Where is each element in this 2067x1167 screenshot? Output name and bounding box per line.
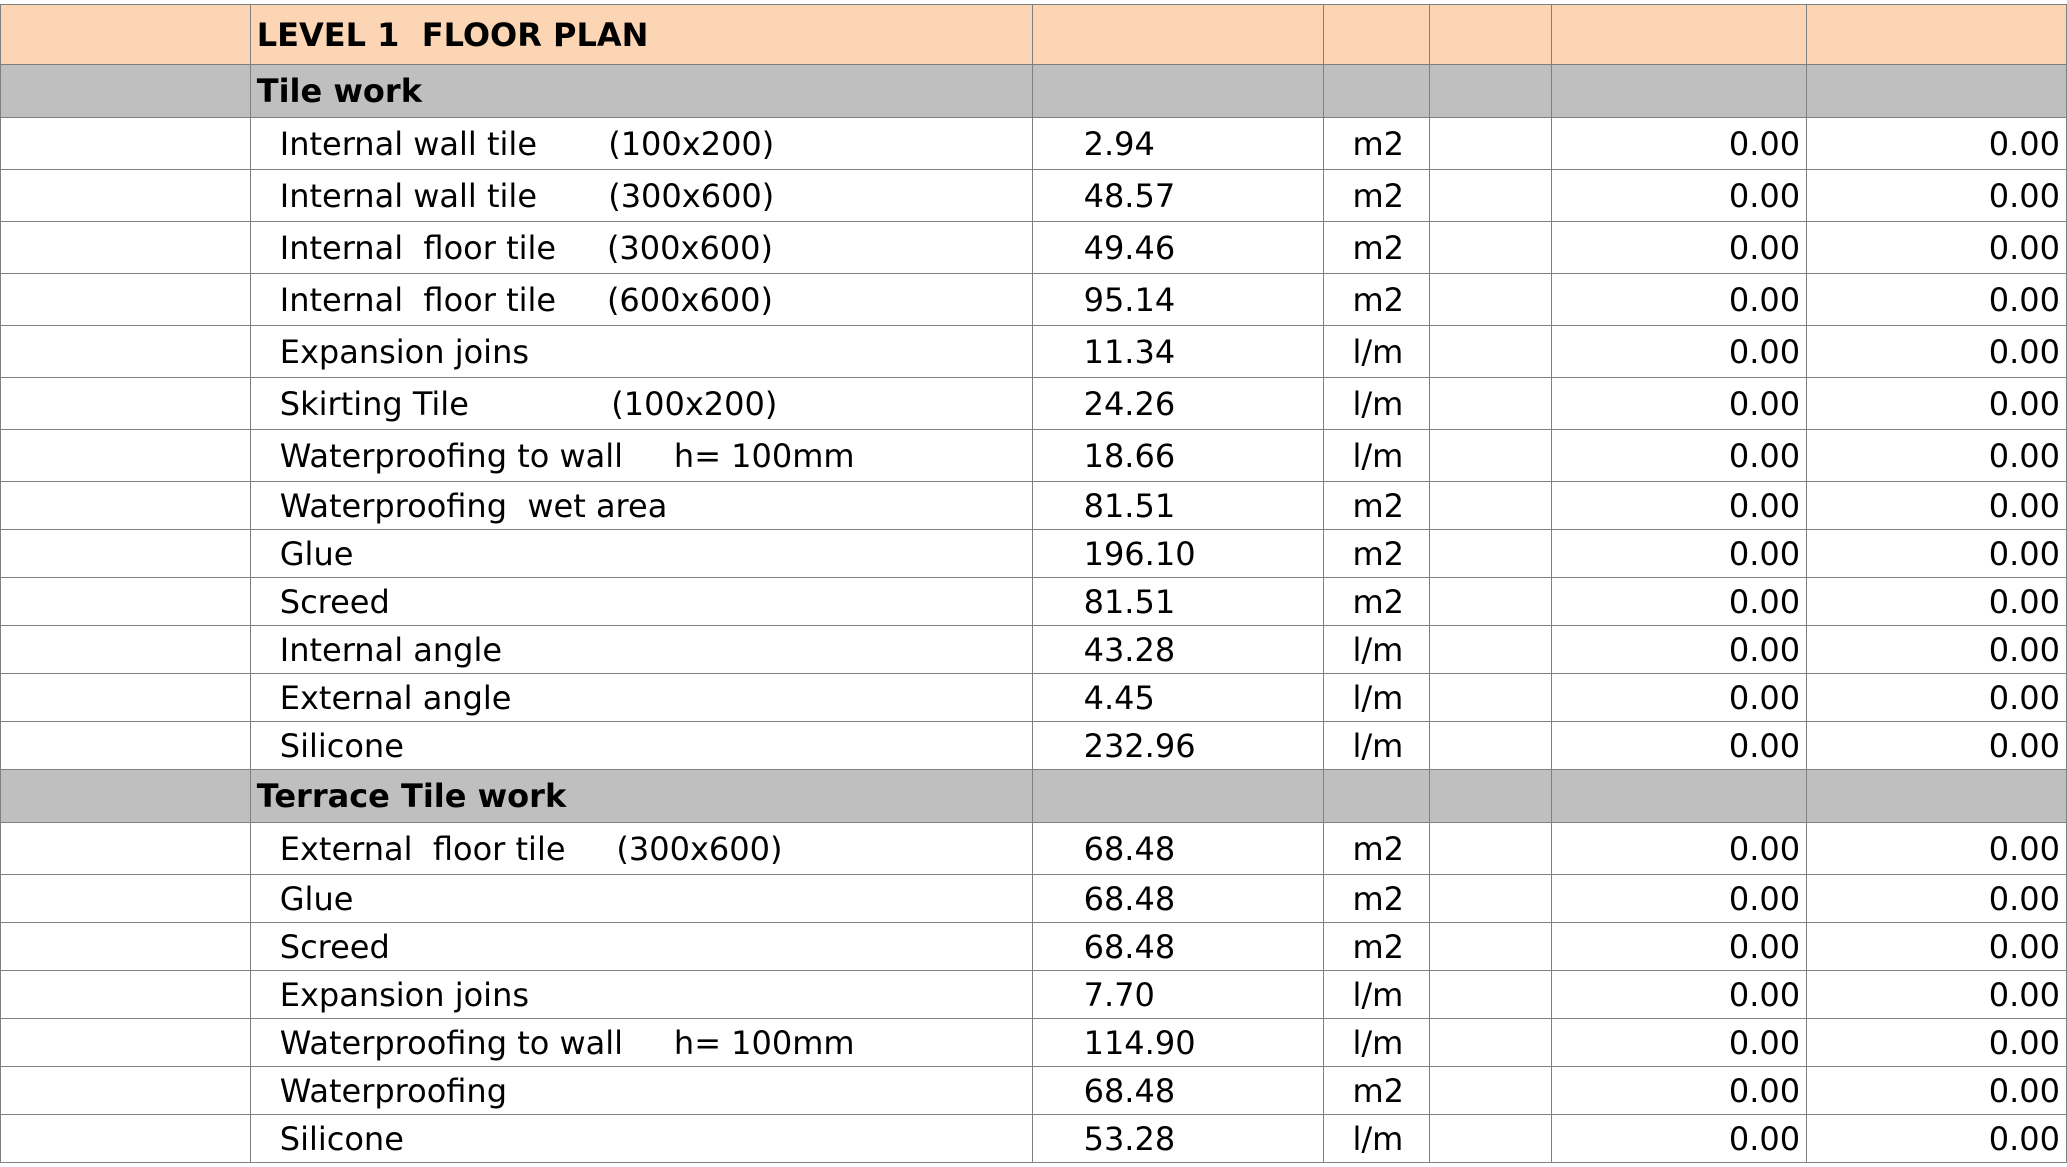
table-row: [1, 722, 2067, 770]
item-unit[interactable]: m2: [1324, 923, 1430, 971]
item-description[interactable]: Waterproofing wet area: [250, 482, 1032, 530]
item-quantity[interactable]: 68.48: [1032, 823, 1324, 875]
item-unit[interactable]: m2: [1324, 823, 1430, 875]
cell[interactable]: [1807, 65, 2067, 118]
item-description[interactable]: Internal floor tile (300x600): [250, 222, 1032, 274]
item-amount[interactable]: 0.00: [1807, 530, 2067, 578]
cell[interactable]: [1430, 1115, 1552, 1163]
cell[interactable]: [1430, 378, 1552, 430]
table-row: [1, 971, 2067, 1019]
item-quantity[interactable]: 81.51: [1032, 482, 1324, 530]
cell[interactable]: [1, 5, 251, 65]
item-rate[interactable]: 0.00: [1552, 430, 1807, 482]
item-amount[interactable]: 0.00: [1807, 626, 2067, 674]
cell[interactable]: [1, 1067, 251, 1115]
cell[interactable]: [1, 222, 251, 274]
item-unit[interactable]: m2: [1324, 118, 1430, 170]
cell[interactable]: [1032, 5, 1324, 65]
cell[interactable]: [1, 674, 251, 722]
item-rate[interactable]: 0.00: [1552, 378, 1807, 430]
item-description[interactable]: Screed: [250, 578, 1032, 626]
item-description[interactable]: Glue: [250, 875, 1032, 923]
table-row: [1, 530, 2067, 578]
item-quantity[interactable]: 81.51: [1032, 578, 1324, 626]
item-amount[interactable]: 0.00: [1807, 1067, 2067, 1115]
item-quantity[interactable]: 68.48: [1032, 875, 1324, 923]
item-description[interactable]: Expansion joins: [250, 971, 1032, 1019]
cell[interactable]: [1, 722, 251, 770]
level-title[interactable]: LEVEL 1 FLOOR PLAN: [250, 5, 1032, 65]
table-row: [1, 578, 2067, 626]
item-rate[interactable]: 0.00: [1552, 118, 1807, 170]
item-amount[interactable]: 0.00: [1807, 823, 2067, 875]
section-title[interactable]: Tile work: [250, 65, 1032, 118]
item-unit[interactable]: m2: [1324, 578, 1430, 626]
table-row: [1, 170, 2067, 222]
item-rate[interactable]: 0.00: [1552, 482, 1807, 530]
item-amount[interactable]: 0.00: [1807, 118, 2067, 170]
table-row: [1, 626, 2067, 674]
item-description[interactable]: Waterproofing: [250, 1067, 1032, 1115]
item-description[interactable]: External angle: [250, 674, 1032, 722]
item-amount[interactable]: 0.00: [1807, 430, 2067, 482]
item-description[interactable]: Internal angle: [250, 626, 1032, 674]
cell[interactable]: [1, 971, 251, 1019]
cell[interactable]: [1430, 5, 1552, 65]
item-description[interactable]: Screed: [250, 923, 1032, 971]
item-unit[interactable]: l/m: [1324, 674, 1430, 722]
item-description[interactable]: Glue: [250, 530, 1032, 578]
table-row: [1, 1067, 2067, 1115]
item-unit[interactable]: l/m: [1324, 1115, 1430, 1163]
item-unit[interactable]: l/m: [1324, 326, 1430, 378]
item-rate[interactable]: 0.00: [1552, 722, 1807, 770]
item-quantity[interactable]: 196.10: [1032, 530, 1324, 578]
item-amount[interactable]: 0.00: [1807, 875, 2067, 923]
item-amount[interactable]: 0.00: [1807, 170, 2067, 222]
item-unit[interactable]: l/m: [1324, 626, 1430, 674]
cell[interactable]: [1430, 823, 1552, 875]
cell[interactable]: [1, 770, 251, 823]
cell[interactable]: [1, 1019, 251, 1067]
cell[interactable]: [1, 326, 251, 378]
item-rate[interactable]: 0.00: [1552, 823, 1807, 875]
cell[interactable]: [1552, 770, 1807, 823]
cell[interactable]: [1430, 274, 1552, 326]
item-rate[interactable]: 0.00: [1552, 1019, 1807, 1067]
table-row: [1, 1115, 2067, 1163]
item-rate[interactable]: 0.00: [1552, 1067, 1807, 1115]
item-rate[interactable]: 0.00: [1552, 626, 1807, 674]
cell[interactable]: [1552, 5, 1807, 65]
item-amount[interactable]: 0.00: [1807, 971, 2067, 1019]
cell[interactable]: [1807, 5, 2067, 65]
cell[interactable]: [1, 430, 251, 482]
item-description[interactable]: Silicone: [250, 1115, 1032, 1163]
item-unit[interactable]: l/m: [1324, 1019, 1430, 1067]
cell[interactable]: [1, 378, 251, 430]
item-amount[interactable]: 0.00: [1807, 1019, 2067, 1067]
item-unit[interactable]: m2: [1324, 1067, 1430, 1115]
item-unit[interactable]: m2: [1324, 170, 1430, 222]
table-row: [1, 222, 2067, 274]
item-rate[interactable]: 0.00: [1552, 222, 1807, 274]
cell[interactable]: [1324, 5, 1430, 65]
item-quantity[interactable]: 43.28: [1032, 626, 1324, 674]
item-amount[interactable]: 0.00: [1807, 482, 2067, 530]
cell[interactable]: [1552, 65, 1807, 118]
item-quantity[interactable]: 49.46: [1032, 222, 1324, 274]
cell[interactable]: [1, 274, 251, 326]
cell[interactable]: [1, 875, 251, 923]
item-amount[interactable]: 0.00: [1807, 378, 2067, 430]
section-header-row: [1, 770, 2067, 823]
table-row: [1, 378, 2067, 430]
item-rate[interactable]: 0.00: [1552, 1115, 1807, 1163]
item-amount[interactable]: 0.00: [1807, 923, 2067, 971]
cell[interactable]: [1430, 222, 1552, 274]
cell[interactable]: [1430, 1067, 1552, 1115]
level-header-row: [1, 5, 2067, 65]
table-row: [1, 674, 2067, 722]
item-description[interactable]: Waterproofing to wall h= 100mm: [250, 1019, 1032, 1067]
item-quantity[interactable]: 53.28: [1032, 1115, 1324, 1163]
cell[interactable]: [1, 530, 251, 578]
item-amount[interactable]: 0.00: [1807, 674, 2067, 722]
item-description[interactable]: Internal wall tile (300x600): [250, 170, 1032, 222]
table-row: [1, 118, 2067, 170]
item-description[interactable]: Waterproofing to wall h= 100mm: [250, 430, 1032, 482]
cell[interactable]: [1032, 770, 1324, 823]
cell[interactable]: [1, 578, 251, 626]
item-quantity[interactable]: 18.66: [1032, 430, 1324, 482]
table-row: [1, 823, 2067, 875]
item-amount[interactable]: 0.00: [1807, 274, 2067, 326]
item-unit[interactable]: l/m: [1324, 971, 1430, 1019]
item-unit[interactable]: l/m: [1324, 378, 1430, 430]
cell[interactable]: [1430, 530, 1552, 578]
item-quantity[interactable]: 24.26: [1032, 378, 1324, 430]
item-description[interactable]: Internal wall tile (100x200): [250, 118, 1032, 170]
item-quantity[interactable]: 4.45: [1032, 674, 1324, 722]
item-quantity[interactable]: 7.70: [1032, 971, 1324, 1019]
cell[interactable]: [1430, 170, 1552, 222]
item-rate[interactable]: 0.00: [1552, 274, 1807, 326]
cell[interactable]: [1, 923, 251, 971]
item-unit[interactable]: m2: [1324, 530, 1430, 578]
item-rate[interactable]: 0.00: [1552, 170, 1807, 222]
table-row: [1, 274, 2067, 326]
table-row: [1, 875, 2067, 923]
section-title[interactable]: Terrace Tile work: [250, 770, 1032, 823]
item-amount[interactable]: 0.00: [1807, 326, 2067, 378]
cell[interactable]: [1430, 674, 1552, 722]
item-amount[interactable]: 0.00: [1807, 1115, 2067, 1163]
spreadsheet-body: [1, 5, 2067, 1163]
table-row: [1, 326, 2067, 378]
item-rate[interactable]: 0.00: [1552, 578, 1807, 626]
cell[interactable]: [1, 1115, 251, 1163]
item-description[interactable]: Internal floor tile (600x600): [250, 274, 1032, 326]
item-quantity[interactable]: 48.57: [1032, 170, 1324, 222]
cell[interactable]: [1430, 923, 1552, 971]
item-quantity[interactable]: 11.34: [1032, 326, 1324, 378]
cell[interactable]: [1, 170, 251, 222]
item-rate[interactable]: 0.00: [1552, 326, 1807, 378]
cell[interactable]: [1430, 65, 1552, 118]
table-row: [1, 1019, 2067, 1067]
item-amount[interactable]: 0.00: [1807, 578, 2067, 626]
item-description[interactable]: External floor tile (300x600): [250, 823, 1032, 875]
item-quantity[interactable]: 2.94: [1032, 118, 1324, 170]
table-row: [1, 482, 2067, 530]
item-rate[interactable]: 0.00: [1552, 923, 1807, 971]
item-rate[interactable]: 0.00: [1552, 971, 1807, 1019]
item-quantity[interactable]: 68.48: [1032, 1067, 1324, 1115]
cell[interactable]: [1807, 770, 2067, 823]
item-quantity[interactable]: 95.14: [1032, 274, 1324, 326]
item-unit[interactable]: m2: [1324, 875, 1430, 923]
item-unit[interactable]: l/m: [1324, 722, 1430, 770]
item-unit[interactable]: m2: [1324, 222, 1430, 274]
item-amount[interactable]: 0.00: [1807, 222, 2067, 274]
cell[interactable]: [1430, 875, 1552, 923]
cell[interactable]: [1, 65, 251, 118]
item-quantity[interactable]: 114.90: [1032, 1019, 1324, 1067]
item-description[interactable]: Skirting Tile (100x200): [250, 378, 1032, 430]
cell[interactable]: [1032, 65, 1324, 118]
cell[interactable]: [1430, 626, 1552, 674]
item-unit[interactable]: l/m: [1324, 430, 1430, 482]
item-rate[interactable]: 0.00: [1552, 674, 1807, 722]
cell[interactable]: [1324, 770, 1430, 823]
cell[interactable]: [1, 118, 251, 170]
cell[interactable]: [1430, 770, 1552, 823]
cell[interactable]: [1, 626, 251, 674]
cell[interactable]: [1430, 722, 1552, 770]
cell[interactable]: [1430, 430, 1552, 482]
cell[interactable]: [1430, 578, 1552, 626]
spreadsheet-grid: [0, 4, 2067, 1163]
cell[interactable]: [1430, 482, 1552, 530]
item-quantity[interactable]: 68.48: [1032, 923, 1324, 971]
item-unit[interactable]: m2: [1324, 274, 1430, 326]
cell[interactable]: [1430, 326, 1552, 378]
item-description[interactable]: Expansion joins: [250, 326, 1032, 378]
cell[interactable]: [1430, 1019, 1552, 1067]
item-description[interactable]: Silicone: [250, 722, 1032, 770]
cell[interactable]: [1, 482, 251, 530]
item-unit[interactable]: m2: [1324, 482, 1430, 530]
cell[interactable]: [1430, 971, 1552, 1019]
table-row: [1, 430, 2067, 482]
cell[interactable]: [1, 823, 251, 875]
item-amount[interactable]: 0.00: [1807, 722, 2067, 770]
table-row: [1, 923, 2067, 971]
cell[interactable]: [1430, 118, 1552, 170]
section-header-row: [1, 65, 2067, 118]
item-rate[interactable]: 0.00: [1552, 530, 1807, 578]
cell[interactable]: [1324, 65, 1430, 118]
item-rate[interactable]: 0.00: [1552, 875, 1807, 923]
item-quantity[interactable]: 232.96: [1032, 722, 1324, 770]
